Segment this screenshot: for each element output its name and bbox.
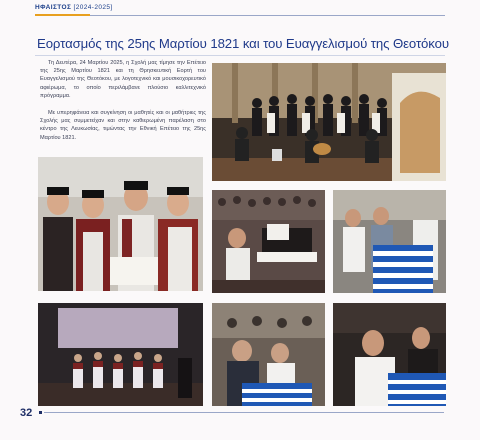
footer-rule	[44, 412, 444, 413]
photo-dancers-stage	[38, 303, 203, 406]
magazine-header	[35, 4, 113, 11]
header-rule	[90, 15, 445, 16]
title-divider	[35, 55, 445, 56]
footer-square	[39, 411, 42, 414]
magazine-years: [2024-2025]	[73, 4, 113, 11]
photo-student-with-flag	[333, 190, 446, 293]
article-title: Εορτασμός της 25ης Μαρτίου 1821 και του Ευαγγελισμού της Θεοτόκου	[37, 36, 449, 51]
photo-pianist	[212, 190, 325, 293]
photo-student-speaker	[333, 303, 446, 406]
page-number: 32	[20, 407, 33, 419]
photo-students-traditional-dress	[38, 157, 203, 291]
photo-speaker-microphone	[212, 303, 325, 406]
magazine-name: ΗΦΑΙΣΤΟΣ	[35, 4, 72, 11]
article-paragraph-1: Τη Δευτέρα, 24 Μαρτίου 2025, η Σχολή μας τίμησε την Επέτειο της 25ης Μαρτίου 1821 και τη Θρησκευτική Εορτή του Ευαγγελισμού της Θεοτόκου, με λογοτεχνικό και μουσικοχορευτικό αφιέρωμα, το οποίο περιλάμβανε πλούσιο καλλιτεχνικό πρόγραμμα.	[40, 60, 206, 99]
header-accent-rule	[35, 14, 90, 16]
article-paragraph-2: Με υπερηφάνεια και συγκίνηση οι μαθητές και οι μαθήτριες της Σχολής μας συμμετείχαν και στην καθιερωμένη παρέλαση στο κέντρο της Λευκωσίας, τιμώντας την Εθνική Επέτειο της 25ης Μαρτίου 1821.	[40, 110, 206, 141]
photo-choir-stage	[212, 63, 446, 181]
